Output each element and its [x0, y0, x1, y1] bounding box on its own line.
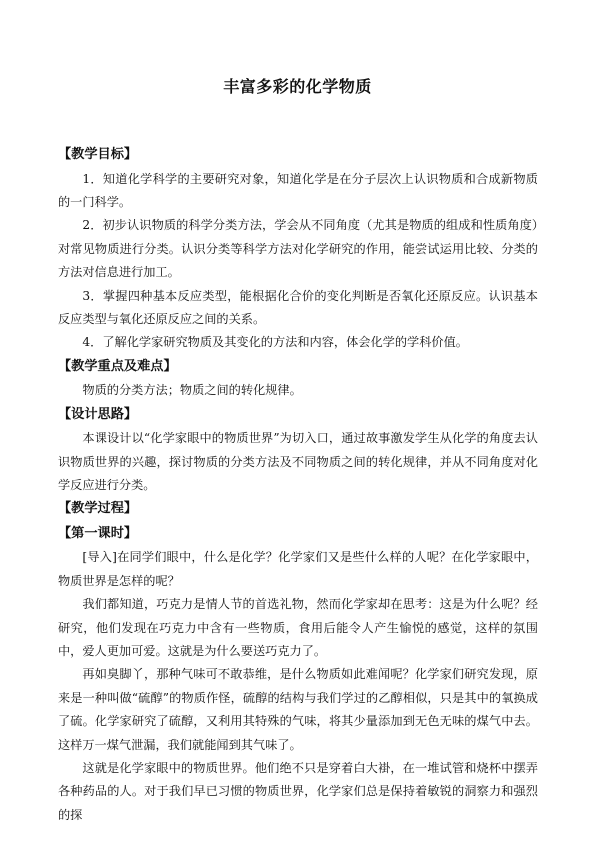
document-body — [58, 143, 538, 827]
design-text: 本课设计以“化学家眼中的物质世界”为切入口，通过故事激发学生从化学的角度去认识物质世界的兴趣，探讨物质的分类方法及不同物质之间的转化规律，并从不同角度对化学反应进行分类。 — [58, 431, 538, 492]
key-points-text: 物质的分类方法；物质之间的转化规律。 — [82, 383, 302, 398]
lesson-intro: [导入]在同学们眼中，什么是化学？化学家们又是些什么样的人呢？在化学家眼中，物质世界是怎样的呢？ — [58, 550, 538, 588]
section-heading-first-lesson: 【第一课时】 — [58, 525, 138, 541]
lesson-chocolate: 我们都知道，巧克力是情人节的首选礼物，然而化学家却在思考：这是为什么呢？经研究，他们发现在巧克力中含有一些物质，食用后能令人产生愉悦的感觉，这样的氛围中，爱人更加可爱。这就是为什么要送巧克力了。 — [58, 597, 538, 658]
objective-1: 1．知道化学科学的主要研究对象，知道化学是在分子层次上认识物质和合成新物质的一门科学。 — [58, 171, 538, 209]
lesson-chemist-world: 这就是化学家眼中的物质世界。他们绝不只是穿着白大褂，在一堆试管和烧杯中摆弄各种药品的人。对于我们早已习惯的物质世界，化学家们总是保持着敏锐的洞察力和强烈的探 — [58, 761, 538, 822]
objective-3: 3．掌握四种基本反应类型，能根据化合价的变化判断是否氧化还原反应。认识基本反应类型与氧化还原反应之间的关系。 — [58, 288, 538, 326]
lesson-thiol: 再如臭脚丫，那种气味可不敢恭维，是什么物质如此难闻呢？化学家们研究发现，原来是一种叫做“硫醇”的物质作怪，硫醇的结构与我们学过的乙醇相似，只是其中的氧换成了硫。化学家研究了硫醇，又利用其特殊的气味，将其少量添加到无色无味的煤气中去。这样万一煤气泄漏，我们就能闻到其气味了。 — [58, 667, 538, 752]
document-title: 丰富多彩的化学物质 — [223, 77, 372, 96]
section-heading-design: 【设计思路】 — [58, 406, 138, 422]
objective-2: 2．初步认识物质的科学分类方法，学会从不同角度（尤其是物质的组成和性质角度）对常见物质进行分类。认识分类等科学方法对化学研究的作用，能尝试运用比较、分类的方法对信息进行加工。 — [58, 218, 538, 280]
objective-4: 4．了解化学家研究物质及其变化的方法和内容，体会化学的学科价值。 — [82, 335, 468, 350]
section-heading-process: 【教学过程】 — [58, 501, 138, 517]
section-heading-key-points: 【教学重点及难点】 — [58, 358, 177, 374]
section-heading-objectives: 【教学目标】 — [58, 147, 138, 162]
